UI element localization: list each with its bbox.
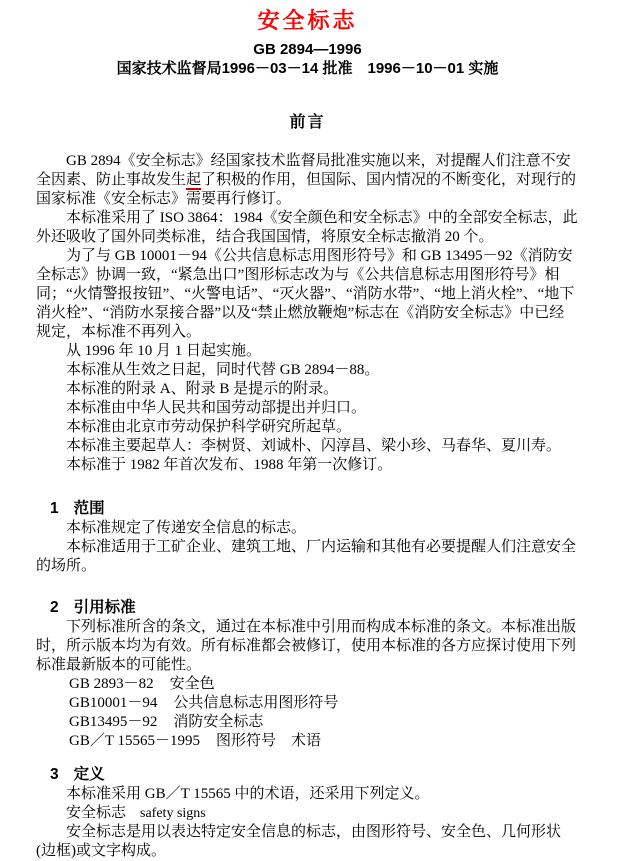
reference-item: [36, 732, 579, 751]
foreword-paragraph: 本标准从生效之日起，同时代替 GB 2894－88。: [66, 362, 380, 378]
foreword-paragraph: 本标准主要起草人：李树贤、刘诚朴、闪淳昌、梁小珍、马春华、夏川寿。: [66, 438, 562, 454]
section-title: 定义: [73, 766, 105, 783]
section-paragraph: 下列标准所含的条文，通过在本标准中引用而构成本标准的条文。本标准出版时，所示版本均为有效。所有标准都会被修订，使用本标准的各方应探讨使用下列标准最新版本的可能性。: [36, 619, 577, 673]
term-en: safety signs: [140, 806, 206, 821]
foreword-heading: 前言: [289, 114, 326, 131]
term-zh: 安全标志: [66, 805, 127, 821]
red-underlined-char: 起: [186, 172, 202, 188]
reference-title: 图形符号 术语: [215, 733, 321, 749]
section-title: 范围: [73, 500, 105, 517]
reference-title: 安全色: [169, 676, 215, 692]
reference-title: 消防安全标志: [173, 714, 264, 730]
foreword-body: [36, 152, 579, 475]
section-paragraph: 本标准规定了传递安全信息的标志。: [66, 520, 307, 536]
foreword-paragraph: 本标准由中华人民共和国劳动部提出并归口。: [66, 400, 367, 416]
section-number: 1: [50, 500, 59, 517]
foreword-paragraph: 为了与 GB 10001－94《公共信息标志用图形符号》和 GB 13495－92《消防安全标志》协调一致，“紧急出口”图形标志改为与《公共信息标志用图形符号》相同；“火情警报按钮”、“火警电话”、“灭火器”、“消防水带”、“地上消火栓”、“地下消火栓”、“消防水泵接合器”以及“禁止燃放鞭炮”标志在《消防安全标志》中已经规定，本标准不再列入。: [36, 248, 575, 340]
section-title: 引用标准: [73, 599, 136, 616]
standard-number: GB 2894—1996: [253, 41, 362, 58]
section-definitions: [36, 765, 579, 861]
reference-item: [36, 713, 579, 732]
section-referenced-standards: [36, 598, 579, 751]
foreword-paragraph: 本标准于 1982 年首次发布、1988 年第一次修订。: [66, 457, 393, 473]
foreword-paragraph: 本标准由北京市劳动保护科学研究所起草。: [66, 419, 352, 435]
approval-implementation-line: 国家技术监督局1996－03－14 批准 1996－10－01 实施: [116, 60, 499, 77]
section-scope: [36, 499, 579, 576]
term-line: [36, 804, 579, 823]
section-heading: [50, 499, 579, 519]
foreword-paragraph: 本标准采用了 ISO 3864：1984《安全颜色和安全标志》中的全部安全标志，此外还吸收了国外同类标准，结合我国国情，将原安全标志撤消 20 个。: [36, 210, 578, 245]
reference-title: 公共信息标志用图形符号: [173, 695, 339, 711]
foreword-paragraph: [36, 152, 579, 209]
foreword-paragraph: 从 1996 年 10 月 1 日起实施。: [66, 343, 262, 359]
reference-code: GB10001－94: [69, 695, 158, 711]
reference-item: [36, 694, 579, 713]
reference-code: GB／T 15565－1995: [69, 733, 200, 749]
reference-item: [36, 675, 579, 694]
page-title: 安全标志: [257, 8, 358, 33]
section-paragraph: 本标准采用 GB／T 15565 中的术语，还采用下列定义。: [66, 786, 430, 802]
section-heading: [50, 765, 579, 785]
section-number: 2: [50, 599, 59, 616]
reference-code: GB13495－92: [69, 714, 158, 730]
reference-code: GB 2893－82: [69, 676, 154, 692]
section-heading: [50, 598, 579, 618]
paragraph-text: GB 2894《安全标志》经国家技术监督局批准实施以来，对提醒人们注意不安全因素、防止事故发生: [36, 153, 571, 188]
section-number: 3: [50, 766, 59, 783]
section-paragraph: 本标准适用于工矿企业、建筑工地、厂内运输和其他有必要提醒人们注意安全的场所。: [36, 539, 577, 574]
foreword-paragraph: 本标准的附录 A、附录 B 是提示的附录。: [66, 381, 339, 397]
paragraph-text: 了积极的作用，但国际、国内情况的不断变化，对现行的国家标准《安全标志》需要再行修订。: [36, 172, 577, 207]
section-paragraph: 安全标志是用以表达特定安全信息的标志，由图形符号、安全色、几何形状(边框)或文字构成。: [36, 824, 562, 859]
